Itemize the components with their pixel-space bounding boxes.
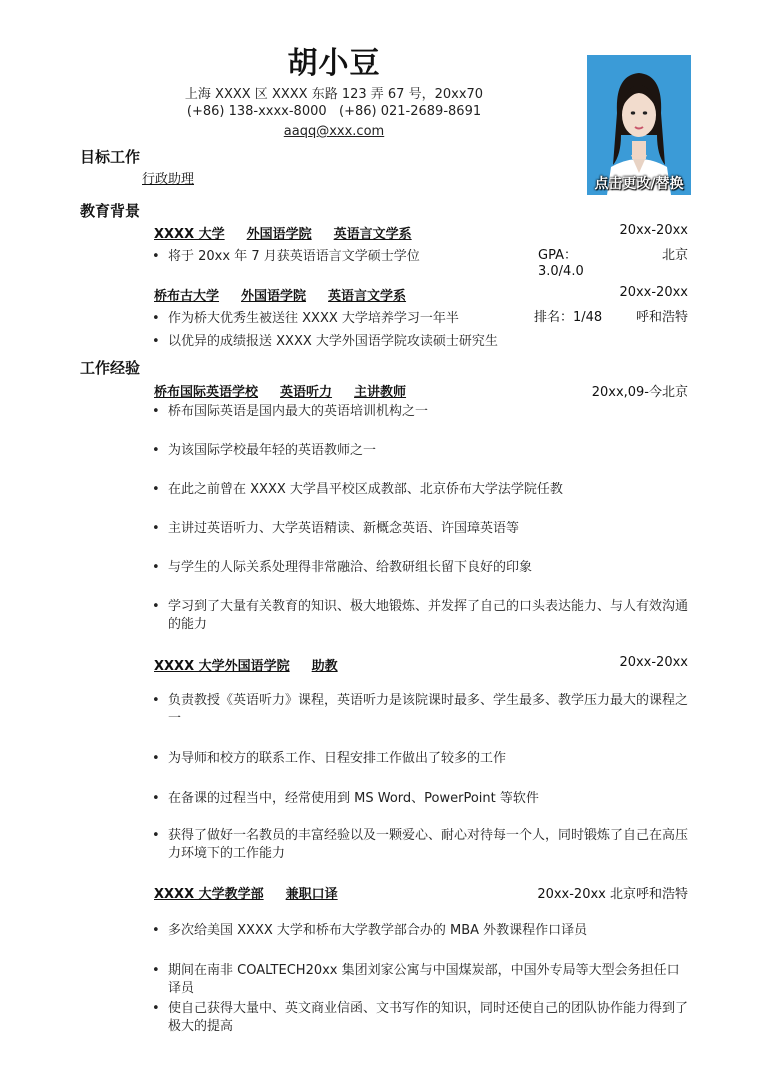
bullet-icon: • [152, 311, 160, 326]
bullet-icon: • [152, 404, 160, 419]
address: 上海 XXXX 区 XXXX 东路 123 弄 67 号，20xx70 [184, 87, 484, 102]
section-heading-target: 目标工作 [80, 148, 141, 166]
bullet-icon: • [152, 1001, 160, 1016]
list-item: • 作为桥大优秀生被送往 XXXX 大学培养学习一年半 [152, 311, 459, 326]
list-item: • 获得了做好一名教员的丰富经验以及一颗爱心、耐心对待每一个人，同时锻炼了自己在高压力环境下的工作能力 [152, 828, 689, 861]
list-item: • 多次给美国 XXXX 大学和桥布大学教学部合办的 MBA 外教课程作口译员 [152, 923, 588, 938]
bullet-icon: • [152, 791, 160, 806]
education-entry-1-location: 北京 [661, 248, 688, 263]
work-entry-1-date: 20xx,09-今北京 [591, 385, 688, 400]
phone-numbers: (+86) 138-xxxx-8000 (+86) 021-2689-8691 [186, 104, 482, 119]
list-item: • 以优异的成绩报送 XXXX 大学外国语学院攻读硕士研究生 [152, 334, 498, 349]
work-entry-3-title [154, 883, 338, 902]
education-entry-2-date: 20xx-20xx [619, 285, 688, 300]
work-entry-1-title [154, 381, 406, 400]
list-item: • 为导师和校方的联系工作、日程安排工作做出了较多的工作 [152, 751, 507, 766]
education-entry-1-date: 20xx-20xx [619, 223, 688, 238]
resume-name: 胡小豆 [287, 46, 381, 81]
profile-photo[interactable] [587, 55, 691, 195]
section-heading-work: 工作经验 [80, 359, 141, 377]
section-heading-education: 教育背景 [80, 202, 141, 220]
target-job: 行政助理 [142, 172, 195, 187]
role-name: 主讲教师 [354, 385, 407, 400]
list-item: • 为该国际学校最年轻的英语教师之一 [152, 443, 377, 458]
org-name: XXXX 大学教学部 [154, 887, 264, 902]
education-entry-2-location: 呼和浩特 [635, 310, 688, 325]
school-name: 桥布古大学 [154, 289, 220, 304]
major-name: 英语言文学系 [328, 289, 407, 304]
bullet-icon: • [152, 599, 160, 614]
rank-label: 排名：1/48 [534, 310, 603, 325]
list-item: • 将于 20xx 年 7 月获英语语言文学硕士学位 [152, 249, 420, 264]
work-entry-3-date: 20xx-20xx 北京呼和浩特 [537, 887, 688, 902]
school-name: XXXX 大学 [154, 227, 225, 242]
list-item: • 在此之前曾在 XXXX 大学昌平校区成教部、北京侨布大学法学院任教 [152, 482, 563, 497]
bullet-icon: • [152, 751, 160, 766]
bullet-icon: • [152, 693, 160, 708]
education-entry-2-title [154, 285, 406, 304]
bullet-icon: • [152, 923, 160, 938]
photo-caption[interactable]: 点击更改/替换 [594, 176, 684, 192]
education-entry-1-title [154, 223, 412, 242]
role-name: 助教 [311, 659, 338, 674]
work-entry-2-title [154, 655, 338, 674]
dept-name: 英语听力 [280, 385, 333, 400]
role-name: 兼职口译 [285, 887, 338, 902]
list-item: • 在备课的过程当中，经常使用到 MS Word、PowerPoint 等软件 [152, 791, 539, 806]
bullet-icon: • [152, 443, 160, 458]
bullet-icon: • [152, 482, 160, 497]
gpa-label: GPA： [538, 248, 577, 263]
college-name: 外国语学院 [246, 227, 312, 242]
college-name: 外国语学院 [241, 289, 307, 304]
bullet-icon: • [152, 828, 160, 843]
list-item: • 学习到了大量有关教育的知识、极大地锻炼、并发挥了自己的口头表达能力、与人有效沟通的能力 [152, 599, 689, 632]
org-name: XXXX 大学外国语学院 [154, 659, 290, 674]
list-item: • 与学生的人际关系处理得非常融洽、给教研组长留下良好的印象 [152, 560, 533, 575]
bullet-icon: • [152, 334, 160, 349]
list-item: • 负责教授《英语听力》课程，英语听力是该院课时最多、学生最多、教学压力最大的课程之一 [152, 693, 689, 726]
list-item: • 使自己获得大量中、英文商业信函、文书写作的知识，同时还使自己的团队协作能力得到了极大的提高 [152, 1001, 689, 1034]
bullet-icon: • [152, 249, 160, 264]
bullet-icon: • [152, 521, 160, 536]
email-row [0, 124, 668, 139]
bullet-icon: • [152, 560, 160, 575]
work-entry-2-date: 20xx-20xx [619, 655, 688, 670]
list-item: • 主讲过英语听力、大学英语精读、新概念英语、许国璋英语等 [152, 521, 520, 536]
list-item: • 桥布国际英语是国内最大的英语培训机构之一 [152, 404, 429, 419]
major-name: 英语言文学系 [333, 227, 412, 242]
email-link[interactable]: aaqq@xxx.com [283, 124, 385, 139]
list-item: • 期间在南非 COALTECH20xx 集团刘家公寓与中国煤炭部，中国外专局等大型会务担任口译员 [152, 963, 680, 996]
gpa-value: 3.0/4.0 [538, 264, 584, 279]
org-name: 桥布国际英语学校 [154, 385, 259, 400]
bullet-icon: • [152, 963, 160, 978]
